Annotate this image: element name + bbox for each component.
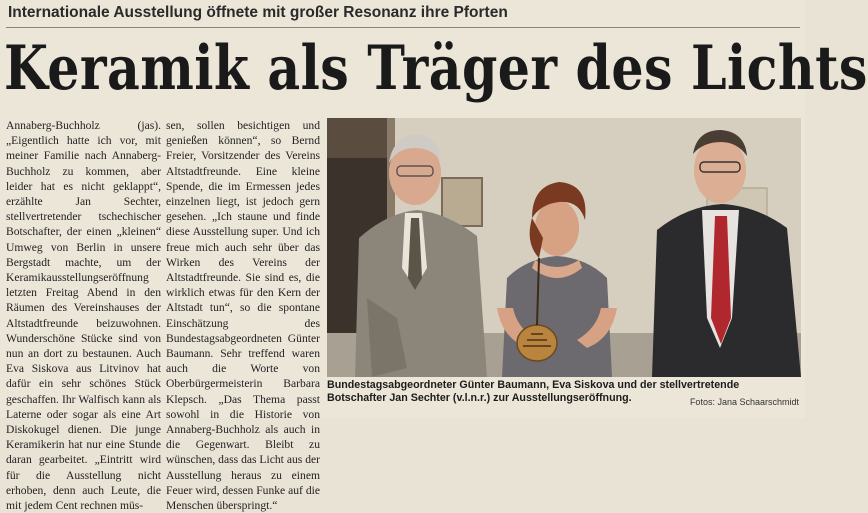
- article-column-2: [166, 118, 320, 513]
- article-headline: Keramik als Träger des Lichts: [4, 33, 868, 104]
- kicker-divider: [6, 27, 800, 28]
- article-kicker: Internationale Ausstellung öffnete mit großer Resonanz ihre Pforten: [8, 4, 508, 21]
- column-2-text: sen, sollen besichtigen und genießen können“, so Bernd Freier, Vorsitzender des Vereins Altstadtfreunde. Eine kleine Spende, die im Ermessen jedes einzelnen liegt, ist jedoch gern gesehen. „Ich staune und finde diese Ausstellung super. Und ich freue mich auch sehr über das Wirken des Vereins der Altstadtfreunde. Sie sind es, die wirklich etwas für den Kern der Altstadt tun“, so die spontane Einschätzung des Bundestagsabgeordneten Günter Baumann. Sehr treffend waren auch die Worte von Oberbürgermeisterin Barbara Klepsch. „Das Thema passt sowohl in die Historie von Annaberg-Buchholz als auch in die Gegenwart. Bleibt zu wünschen, dass das Licht aus der Ausstellung heraus zu einem Feuer wird, dessen Funke auf die Menschen überspringt.“: [166, 119, 320, 513]
- lantern: [517, 325, 557, 361]
- article-photo: [327, 118, 801, 377]
- photo-caption: Bundestagsabgeordneter Günter Baumann, Eva Siskova und der stellvertretende Botschafter Jan Sechter (v.l.n.r.) zur Ausstellungseröffnung.: [327, 379, 740, 404]
- column-1-text: Annaberg-Buchholz (jas). „Eigentlich hatte ich vor, mit meiner Familie nach Annaberg-Buchholz zu kommen, aber leider hat es nicht geklappt“, erzählte Jan Sechter, stellvertretender tschechischer Botschafter, der einen „kleinen“ Umweg von Berlin in unsere Bergstadt machte, um der Keramikausstellungseröffnung letzten Freitag Abend in den Räumen des Vereinshauses der Altstadtfreunde beizuwohnen. Wunderschöne Stücke sind von nun an dort zu bestaunen. Auch Eva Siskova aus Litvinov hat dafür ein sehr schönes Stück geschaffen. Ihr Walfisch kann als Laterne oder sogar als eine Art Diskokugel dienen. Die junge Keramikerin hat nur eine Stunde daran gearbeitet. „Eintritt wird für die Ausstellung nicht erhoben, denn auch Leute, die mit jedem Cent rechnen müs-: [6, 119, 161, 513]
- photo-credit: Fotos: Jana Schaarschmidt: [689, 397, 799, 407]
- photo-illustration: [327, 118, 801, 377]
- article-column-1: [6, 118, 161, 513]
